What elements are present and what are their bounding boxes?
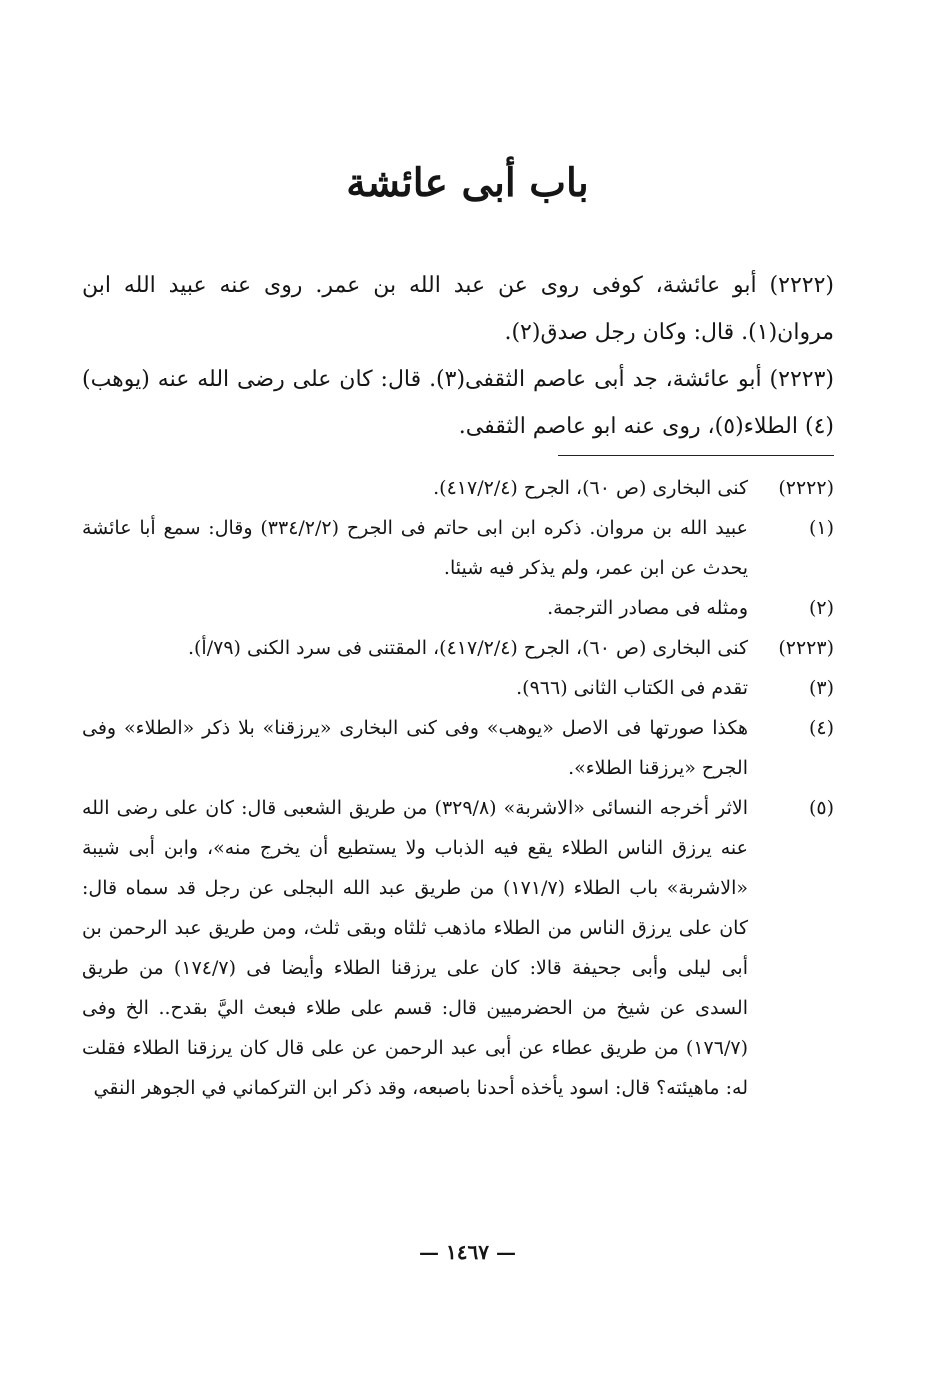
- footnote-number: (٥): [808, 797, 834, 819]
- footnote-number: (١): [808, 517, 834, 539]
- footnote-item: [82, 788, 834, 1108]
- footnote-number: (٢): [808, 597, 834, 619]
- footnote-number: (٣): [808, 677, 834, 699]
- footnotes: [82, 468, 834, 1108]
- entry-2222: (٢٢٢٢) أبو عائشة، كوفى روى عن عبد الله بن عمر. روى عنه عبيد الله ابن مروان(١). قال: وكان رجل صدق(٢).: [82, 273, 834, 345]
- main-text: [82, 262, 834, 450]
- footnote-text: كنى البخارى (ص ٦٠)، الجرح (٤١٧/٢/٤)، المقتنى فى سرد الكنى (٧٩/أ).: [187, 637, 748, 659]
- entry-2223: (٢٢٢٣) أبو عائشة، جد أبى عاصم الثقفى(٣). قال: كان على رضى الله عنه (يوهب)(٤) الطلاء(٥)، روى عنه ابو عاصم الثقفى.: [82, 367, 834, 439]
- footnote-item: [82, 668, 834, 708]
- footnote-number: (٤): [808, 717, 834, 739]
- footnote-text: هكذا صورتها فى الاصل «يوهب» وفى كنى البخارى «يرزقنا» بلا ذكر «الطلاء» وفى الجرح «يرزقنا الطلاء».: [82, 717, 748, 779]
- page-number: — ١٤٦٧ —: [419, 1240, 516, 1264]
- footnote-text: تقدم فى الكتاب الثانى (٩٦٦).: [516, 677, 748, 699]
- footnote-text: الاثر أخرجه النسائى «الاشربة» (٣٢٩/٨) من طريق الشعبى قال: كان على رضى الله عنه يرزق الناس الطلاء يقع فيه الذباب ولا يستطيع أن يخرج منه»، وابن أبى شيبة «الاشربة» باب الطلاء (١٧١/٧) من طريق عبد الله البجلى عن رجل قد سماه قال: كان على يرزق الناس من الطلاء ماذهب ثلثاه وبقى ثلث، ومن طريق عبد الرحمن بن أبى ليلى وأبى جحيفة قالا: كان على يرزقنا الطلاء وأيضا فى (١٧٤/٧) من طريق السدى عن شيخ من الحضرميين قال: قسم على طلاء فبعث اليَّ بقدح.. الخ وفى (١٧٦/٧) من طريق عطاء عن أبى عبد الرحمن عن على قال كان يرزقنا الطلاء فقلت له: ماهيئته؟ قال: اسود يأخذه أحدنا باصبعه، وقد ذكر ابن التركماني في الجوهر النقي: [82, 797, 749, 1099]
- footnote-item: [82, 588, 834, 628]
- footnote-item: [82, 508, 834, 588]
- footnote-item: [82, 708, 834, 788]
- footnote-number: (٢٢٢٢): [778, 477, 834, 499]
- footnote-item: [82, 468, 834, 508]
- footnote-text: ومثله فى مصادر الترجمة.: [547, 597, 748, 619]
- footnote-item: [82, 628, 834, 668]
- footnote-separator: [558, 455, 834, 456]
- chapter-title: باب أبى عائشة: [346, 160, 589, 206]
- footnote-number: (٢٢٢٣): [778, 637, 834, 659]
- footnote-text: عبيد الله بن مروان. ذكره ابن ابى حاتم فى الجرح (٣٣٤/٢/٢) وقال: سمع أبا عائشة يحدث عن ابن عمر، ولم يذكر فيه شيئا.: [82, 517, 748, 579]
- footnote-text: كنى البخارى (ص ٦٠)، الجرح (٤١٧/٢/٤).: [433, 477, 748, 499]
